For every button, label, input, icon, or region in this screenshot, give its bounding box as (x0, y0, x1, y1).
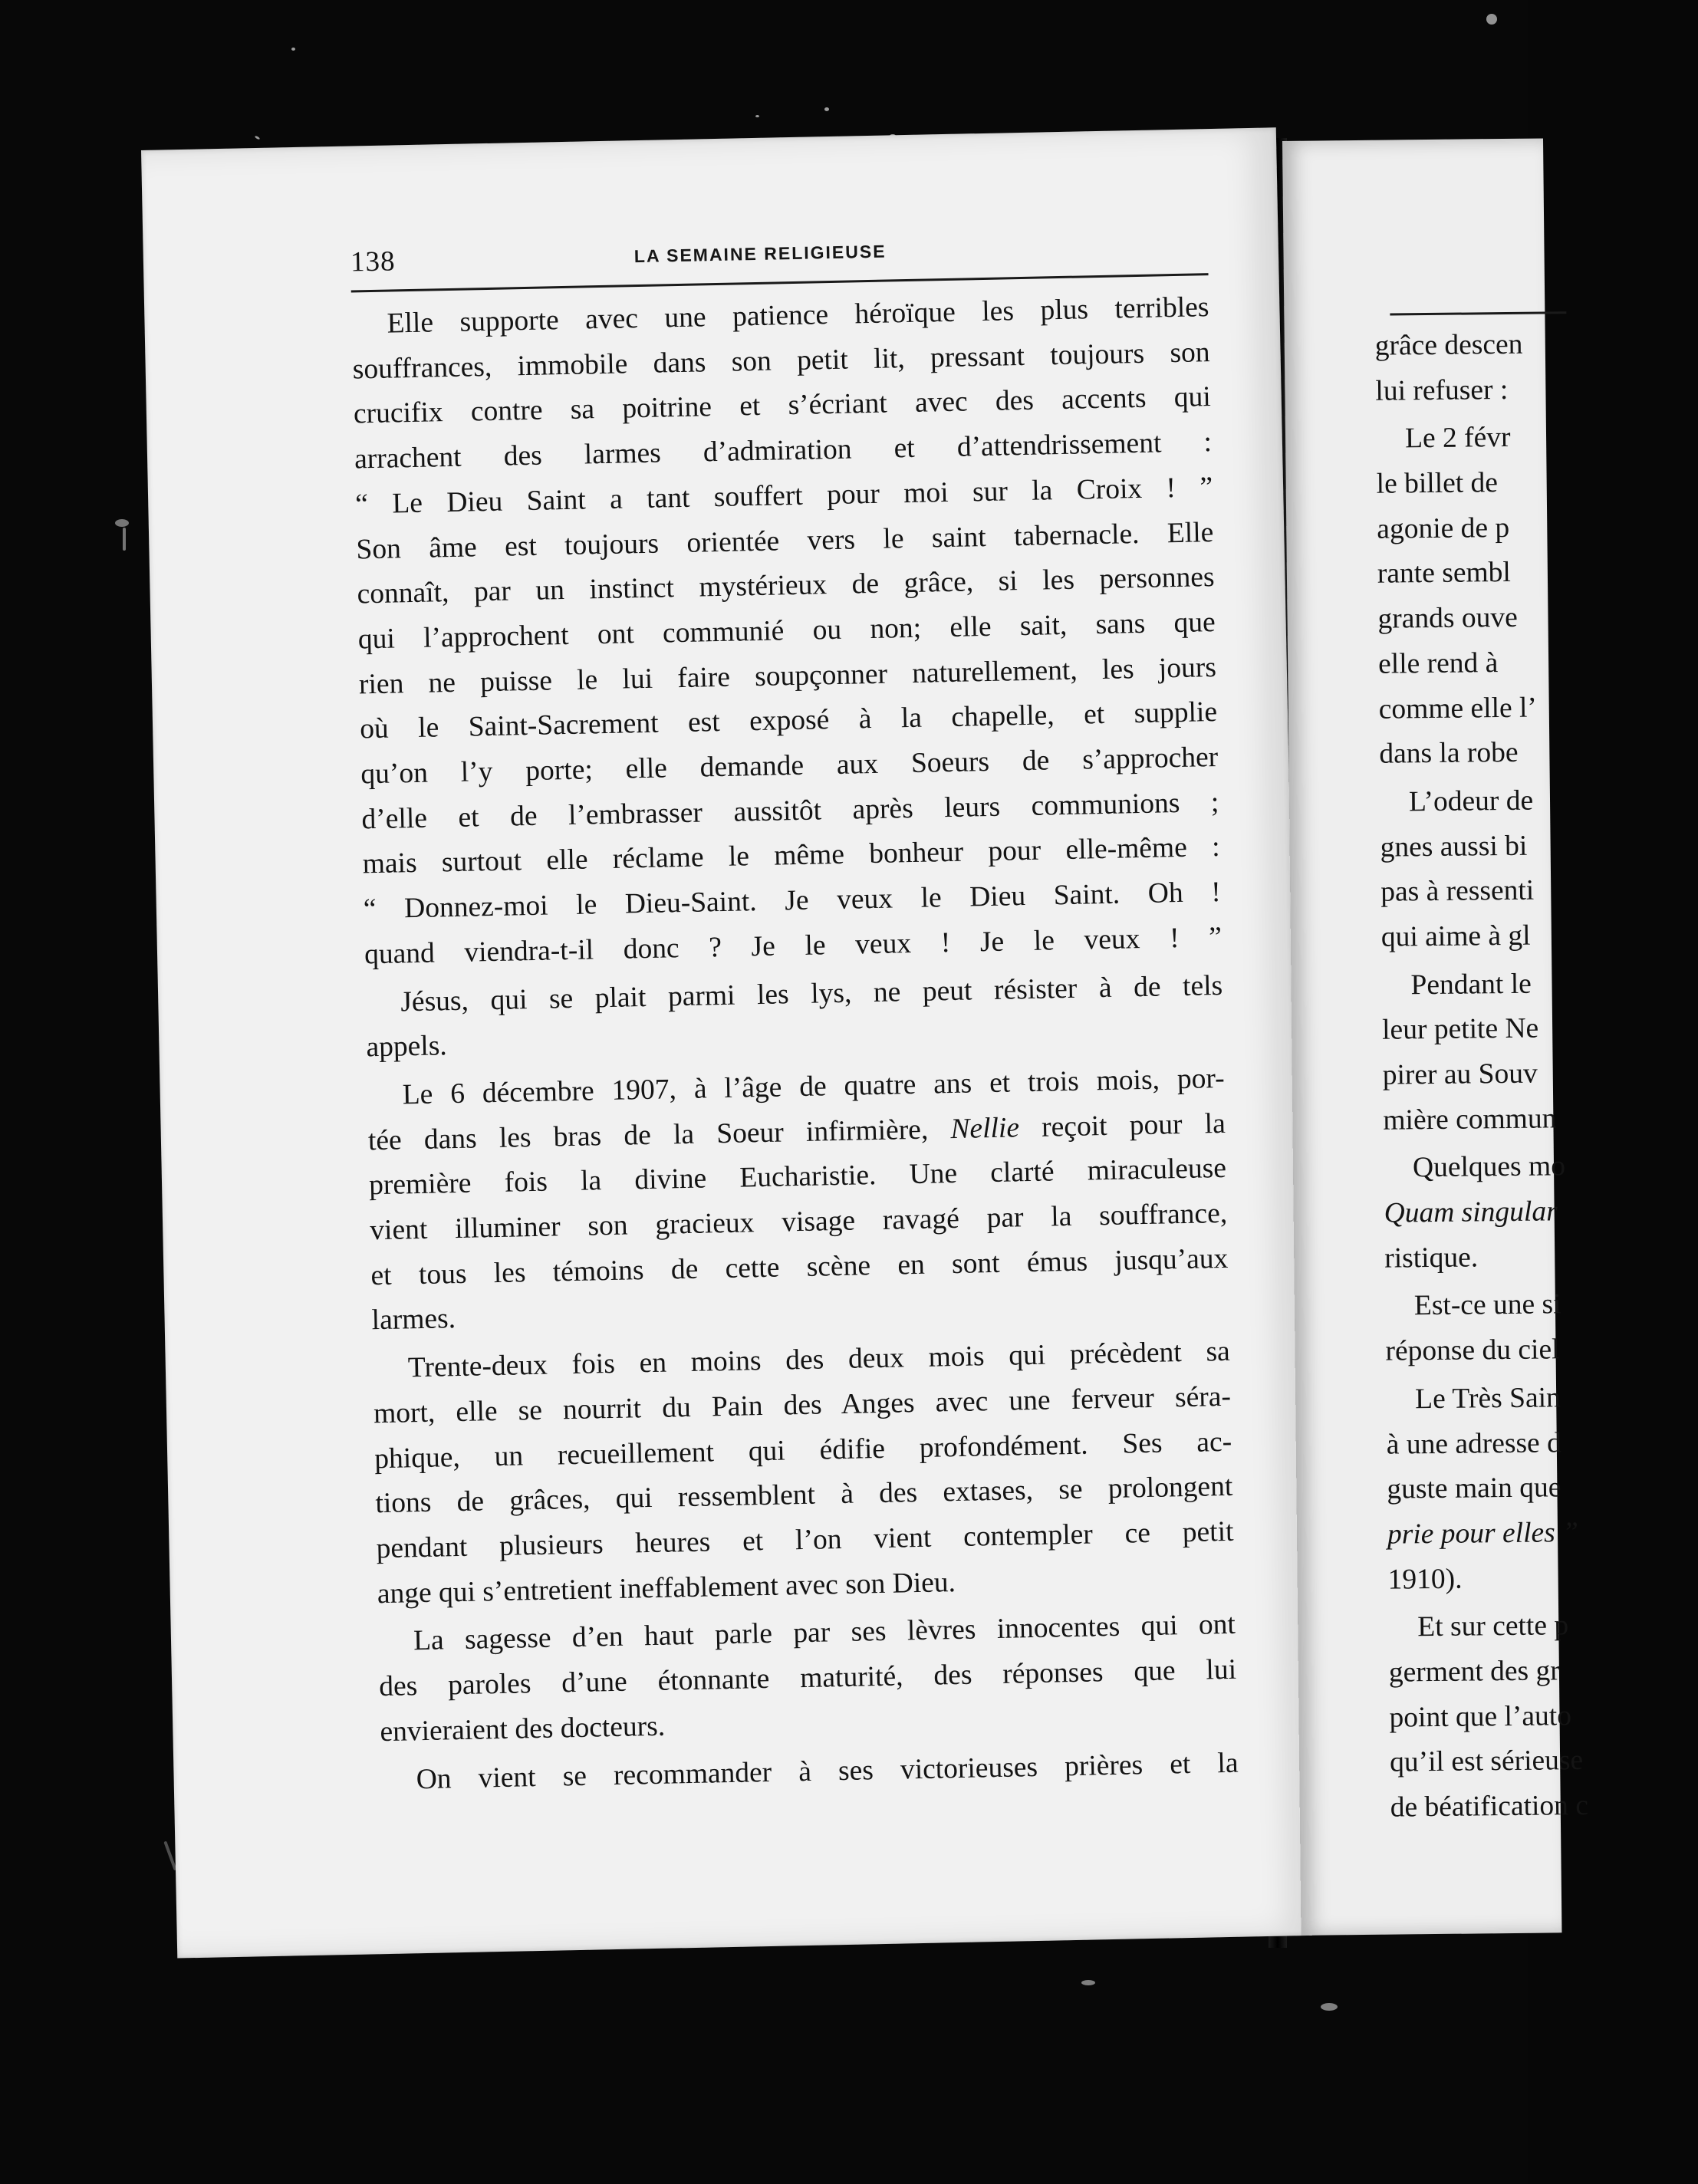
text-line: envieraient des docteurs. (380, 1710, 666, 1748)
text-line: 1910). (1387, 1563, 1463, 1596)
page-body (1375, 321, 1698, 1831)
text-line: pas à ressenti (1380, 874, 1535, 908)
running-head: LA SEMAINE RELIGIEUSE (633, 241, 887, 267)
page-body (351, 285, 1239, 1803)
text-line: prie pour elles ” (1387, 1516, 1579, 1551)
text-line: pirer au Souv (1382, 1057, 1538, 1091)
text-line: leur petite Ne (1381, 1012, 1539, 1047)
text-line: Trente-deux fois en moins des deux mois qui précèdent sa (407, 1335, 1231, 1384)
text-line: germent des gr (1388, 1655, 1560, 1689)
text-line: arrachent des larmes d’admiration et d’attendrissement : (354, 426, 1213, 475)
text-line: souffrances, immobile dans son petit lit, pressant toujours son (352, 336, 1210, 386)
paragraph (351, 285, 1222, 978)
text-line: des paroles d’une étonnante maturité, des réponses que lui (378, 1653, 1237, 1703)
paragraph (378, 1603, 1238, 1755)
text-line: tée dans les bras de la Soeur infirmière, Nellie reçoit pour la (367, 1107, 1226, 1156)
text-line: “ Donnez-moi le Dieu-Saint. Je veux le Dieu Saint. Oh ! (363, 877, 1222, 926)
text-line: d’elle et de l’embrasser aussitôt après leurs communions ; (361, 786, 1219, 836)
page-header (350, 229, 1210, 281)
text-line: rante sembl (1377, 557, 1512, 590)
text-line: réponse du ciel (1385, 1334, 1560, 1367)
text-line: elle rend à (1377, 646, 1499, 680)
text-line: mais surtout elle réclame le même bonheur pour elle-même : (362, 831, 1220, 880)
text-line: L’odeur de (1408, 784, 1534, 818)
text-line: rien ne puisse le lui faire soupçonner naturellement, les jours (358, 651, 1217, 701)
text-line: larmes. (371, 1303, 456, 1337)
dust-speck (1486, 14, 1497, 25)
text-line: Le 2 févr (1404, 422, 1511, 455)
paragraph (367, 1057, 1229, 1344)
paragraph (365, 963, 1224, 1071)
text-line: mière commun (1383, 1103, 1557, 1136)
text-line: On vient se recommander à ses victorieuses prières et la (416, 1747, 1239, 1795)
text-line: Jésus, qui se plait parmi les lys, ne peut résister à de tels (400, 969, 1223, 1018)
dust-speck (755, 115, 759, 117)
text-line: dans la robe (1379, 737, 1519, 770)
text-line: guste main que (1387, 1472, 1561, 1505)
text-line: Son âme est toujours orientée vers le saint tabernacle. Elle (356, 516, 1214, 565)
text-line: grands ouve (1377, 601, 1518, 635)
text-line: connaît, par un instinct mystérieux de grâce, si les personnes (357, 561, 1215, 610)
dust-speck (291, 48, 295, 51)
text-line: à une adresse d (1386, 1426, 1562, 1461)
text-line: de béatification c (1390, 1789, 1589, 1824)
text-line: grâce descen (1374, 328, 1523, 362)
text-line: lui refuser : (1375, 373, 1509, 407)
dust-speck (123, 528, 126, 551)
text-line: comme elle l’ (1378, 692, 1538, 725)
text-line: quand viendra-t-il donc ? Je le veux ! Je le veux ! ” (364, 921, 1222, 971)
left-page (141, 127, 1312, 1958)
text-line: Quelques mo (1412, 1150, 1566, 1184)
dust-speck (824, 107, 829, 111)
text-line: appels. (366, 1030, 448, 1064)
text-line: La sagesse d’en haut parle par ses lèvres innocentes qui ont (413, 1609, 1236, 1657)
text-line: Pendant le (1410, 968, 1532, 1001)
text-line: qui l’approchent ont communié ou non; elle sait, sans que (357, 606, 1216, 656)
text-line: Est-ce une si (1413, 1288, 1561, 1322)
text-line: et tous les témoins de cette scène en sont émus jusqu’aux (370, 1242, 1229, 1292)
dust-speck (255, 135, 261, 140)
text-line: “ Le Dieu Saint a tant souffert pour moi sur la Croix ! ” (354, 471, 1213, 521)
text-line: qui aime à gl (1380, 919, 1531, 953)
italic-name: Nellie (950, 1111, 1020, 1145)
text-line: Et sur cette p (1417, 1610, 1569, 1643)
text-line: gnes aussi bi (1380, 830, 1528, 863)
text-line: phique, un recueillement qui édifie profondément. Ses ac- (373, 1426, 1232, 1475)
text-line: tions de grâces, qui ressemblent à des extases, se prolongent (375, 1471, 1233, 1520)
text-line: mort, elle se nourrit du Pain des Anges avec une ferveur séra- (373, 1380, 1232, 1430)
text-line: ange qui s’entretient ineffablement avec son Dieu. (377, 1566, 956, 1610)
text-line: agonie de p (1377, 511, 1510, 545)
dust-speck (1321, 2003, 1338, 2011)
text-line: où le Saint-Sacrement est exposé à la chapelle, et supplie (359, 696, 1218, 745)
text-line: Elle supporte avec une patience héroïque les plus terribles (387, 291, 1209, 340)
text-line: Le 6 décembre 1907, à l’âge de quatre ans et trois mois, por- (402, 1062, 1225, 1111)
text-line: vient illuminer son gracieux visage ravagé par la souffrance, (369, 1197, 1228, 1247)
text-line: crucifix contre sa poitrine et s’écriant avec des accents qui (353, 381, 1212, 430)
dust-speck (1081, 1980, 1095, 1985)
text-line: point que l’auto (1389, 1699, 1572, 1734)
paragraph (372, 1330, 1235, 1617)
text-line: qu’il est sérieuse (1389, 1745, 1584, 1778)
dust-speck (115, 519, 129, 527)
text-line: le billet de (1376, 467, 1499, 500)
text-line: ristique. (1384, 1242, 1479, 1275)
page-number: 138 (350, 245, 396, 278)
text-line: pendant plusieurs heures et l’on vient contempler ce petit (376, 1515, 1234, 1565)
text-line: Quam singular (1384, 1196, 1558, 1229)
header-rule (1390, 311, 1566, 315)
right-page-fragment (1282, 138, 1589, 1935)
text-line: qu’on l’y porte; elle demande aux Soeurs de s’approcher (360, 742, 1219, 791)
text-line: première fois la divine Eucharistie. Une clarté miraculeuse (368, 1153, 1227, 1202)
text-line: Le Très Sain (1414, 1382, 1561, 1416)
